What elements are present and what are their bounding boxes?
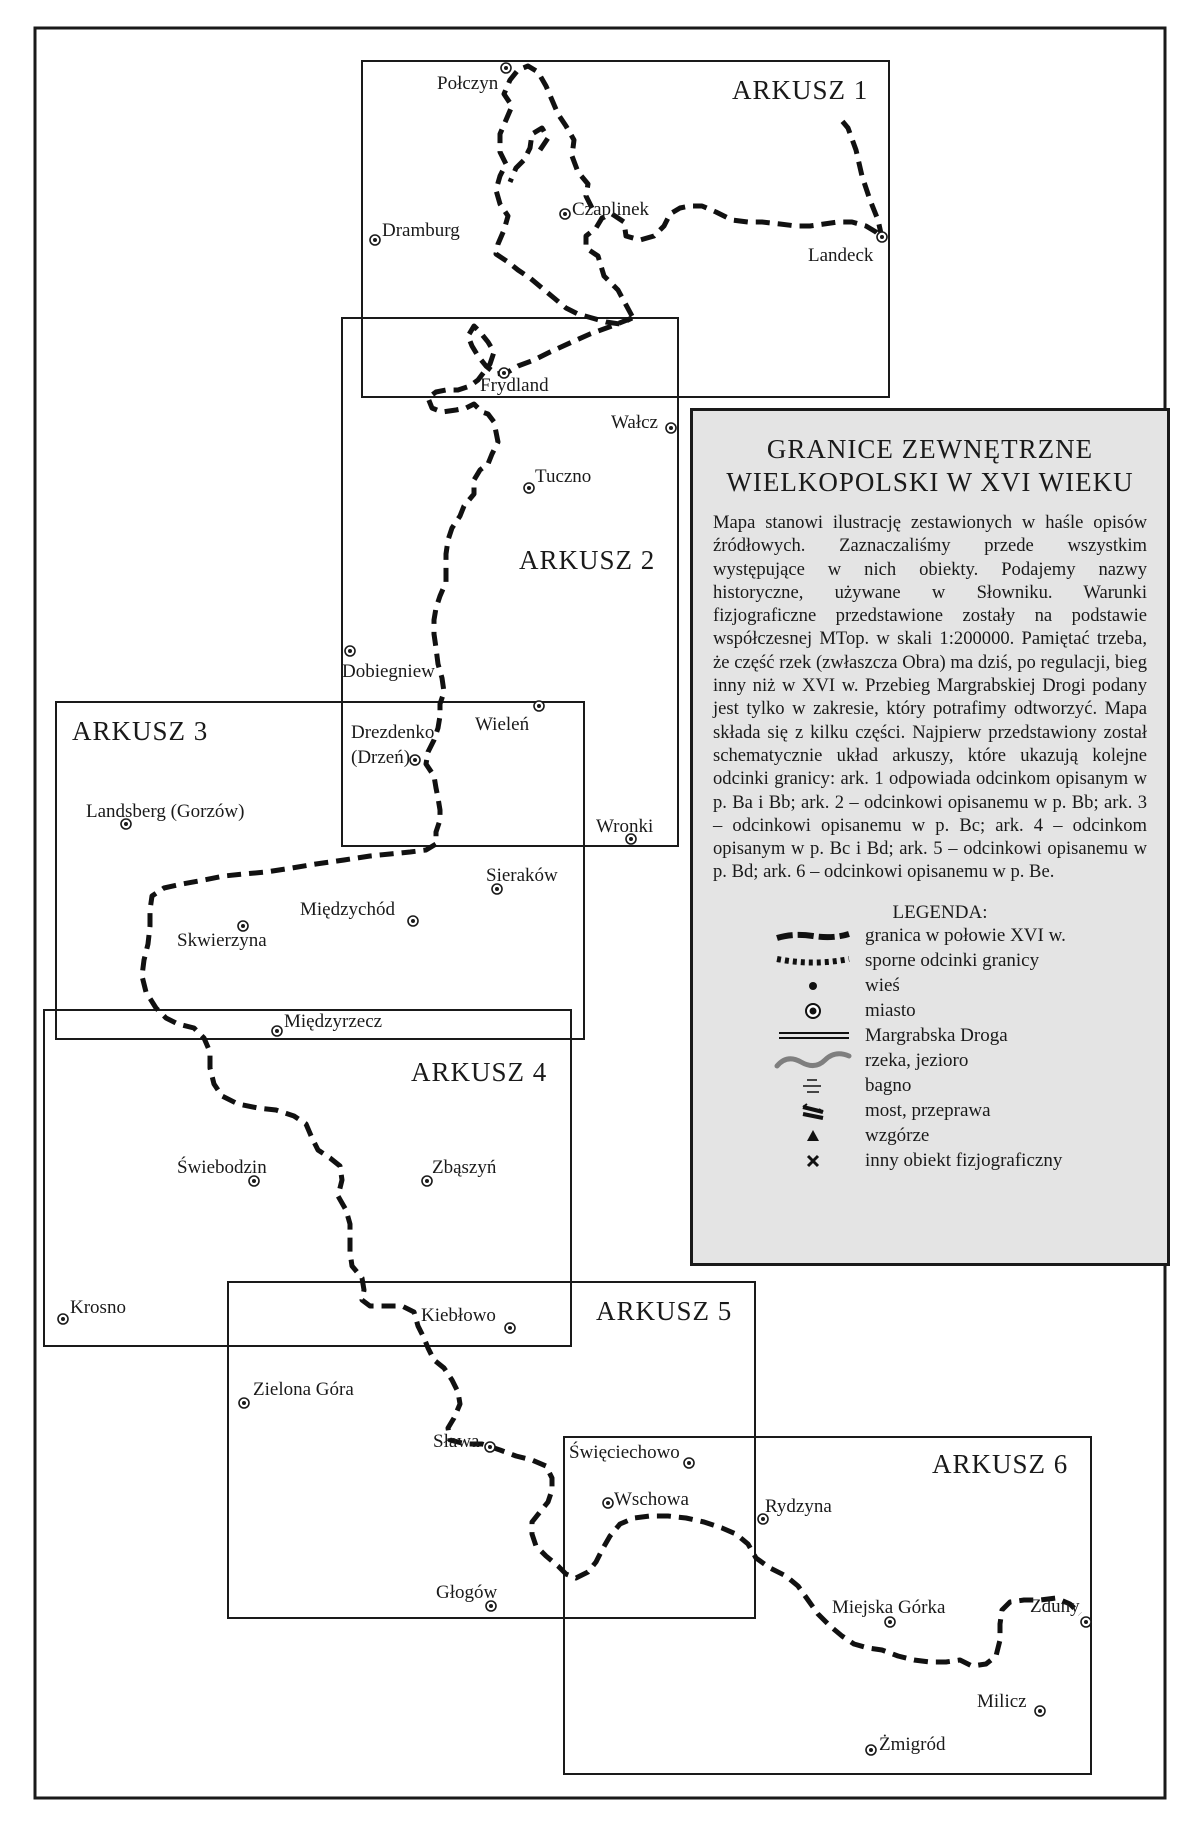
- legend-list: [693, 924, 1167, 1174]
- town-marker-tuczno: [524, 483, 534, 493]
- place-label-wronki: Wronki: [596, 816, 654, 837]
- place-label-zielona-gora: Zielona Góra: [253, 1379, 354, 1400]
- border-line-icon: [773, 925, 853, 947]
- village-dot-icon: [773, 975, 853, 997]
- swamp-icon: [773, 1075, 853, 1097]
- place-label-tuczno: Tuczno: [535, 466, 592, 487]
- sheet-label-2: ARKUSZ 2: [519, 545, 656, 575]
- place-label-miedzyrzecz: Międzyrzecz: [284, 1011, 383, 1032]
- place-label-dramburg: Dramburg: [382, 220, 460, 241]
- legend-item-town: [693, 999, 1167, 1024]
- town-marker-wschowa: [603, 1498, 613, 1508]
- town-marker-milicz: [1035, 1706, 1045, 1716]
- legend-label: inny obiekt fizjograficzny: [865, 1150, 1063, 1172]
- town-marker-zielona-gora: [239, 1398, 249, 1408]
- town-marker-walcz: [666, 423, 676, 433]
- legend-heading: LEGENDA:: [892, 901, 988, 923]
- place-label-kieblowo: Kiebłowo: [421, 1305, 496, 1326]
- legend-label: wieś: [865, 975, 900, 997]
- place-label-dobiegniew: Dobiegniew: [342, 661, 435, 682]
- legend-label: granica w połowie XVI w.: [865, 925, 1066, 947]
- place-label-drzen: (Drzeń): [351, 747, 411, 768]
- sheet-frame-6: [564, 1437, 1091, 1774]
- town-marker-landeck: [877, 232, 887, 242]
- other-object-cross-icon: [773, 1150, 853, 1172]
- town-circle-icon: [773, 1000, 853, 1022]
- town-marker-czaplinek: [560, 209, 570, 219]
- place-label-miedzychod: Międzychód: [300, 899, 395, 920]
- place-label-slawa: Sława: [433, 1431, 480, 1452]
- town-marker-slawa: [485, 1442, 495, 1452]
- place-label-wielen: Wieleń: [475, 714, 530, 735]
- town-marker-zmigrod: [866, 1745, 876, 1755]
- map-title-line-1: GRANICE ZEWNĘTRZNE: [766, 434, 1094, 464]
- town-marker-dobiegniew: [345, 646, 355, 656]
- place-label-drezdenko: Drezdenko: [351, 722, 435, 743]
- place-label-frydland: Frydland: [480, 375, 549, 396]
- place-label-landsberg: Landsberg (Gorzów): [86, 801, 245, 822]
- town-marker-krosno: [58, 1314, 68, 1324]
- river-lake-icon: [773, 1050, 853, 1072]
- sheet-label-1: ARKUSZ 1: [732, 75, 869, 105]
- place-label-zbaszyn: Zbąszyń: [432, 1157, 497, 1178]
- town-marker-zbaszyn: [422, 1176, 432, 1186]
- legend-item-bridge: [693, 1099, 1167, 1124]
- town-marker-miejska-gorka: [885, 1617, 895, 1627]
- sheet-label-6: ARKUSZ 6: [932, 1449, 1069, 1479]
- sheet-label-5: ARKUSZ 5: [596, 1296, 733, 1326]
- place-label-swieciechowo: Święciechowo: [569, 1442, 680, 1463]
- legend-label: bagno: [865, 1075, 912, 1097]
- legend-label: most, przeprawa: [865, 1100, 991, 1122]
- legend-label: miasto: [865, 1000, 916, 1022]
- map-title: [703, 433, 1157, 499]
- legend-label: sporne odcinki granicy: [865, 950, 1040, 972]
- legend-label: wzgórze: [865, 1125, 930, 1147]
- town-marker-drezdenko: [410, 755, 420, 765]
- legend-item-village: [693, 974, 1167, 999]
- town-marker-dramburg: [370, 235, 380, 245]
- legend-item-river: [693, 1049, 1167, 1074]
- map-description: Mapa stanowi ilustrację zestawionych w haśle opisów źródłowych. Zaznaczaliśmy przede wszystkim występujące w nich obiekty. Podajemy nazwy historyczne, używane w Słowniku. Warunki fizjograficzne przedstawione zostały na podstawie współczesnej MTop. w skali 1:200000. Pamiętać trzeba, że część rzek (zwłaszcza Obra) ma dziś, po regulacji, bieg inny niż w XVI w. Przebieg Margrabskiej Drogi podany jest tylko w zakresie, który potrafimy odtworzyć. Mapa składa się z kilku części. Najpierw przedstawiony został schematycznie układ arkuszy, które ukazują kolejne odcinki granicy: ark. 1 odpowiada odcinkom opisanym w p. Ba i Bb; ark. 2 – odcinkowi opisanemu w p. Bb; ark. 3 – odcinkowi opisanemu w p. Bc; ark. 4 – odcinkom opisanym w p. Bc i Bd; ark. 5 – odcinkowi opisanemu w p. Bd; ark. 6 – odcinkowi opisanemu w p. Be.: [713, 512, 1147, 883]
- town-marker-swieciechowo: [684, 1458, 694, 1468]
- town-marker-zduny: [1081, 1617, 1091, 1627]
- legend-item-road: [693, 1024, 1167, 1049]
- legend-label: Margrabska Droga: [865, 1025, 1008, 1047]
- place-label-swiebodzin: Świebodzin: [177, 1157, 267, 1178]
- legend-item-swamp: [693, 1074, 1167, 1099]
- sheet-label-4: ARKUSZ 4: [411, 1057, 548, 1087]
- town-marker-miedzyrzecz: [272, 1026, 282, 1036]
- place-label-wschowa: Wschowa: [614, 1489, 689, 1510]
- disputed-border-icon: [773, 950, 853, 972]
- legend-item-border: [693, 924, 1167, 949]
- sheet-label-3: ARKUSZ 3: [72, 716, 209, 746]
- bridge-crossing-icon: [773, 1100, 853, 1122]
- place-label-landeck: Landeck: [808, 245, 874, 266]
- town-marker-wielen: [534, 701, 544, 711]
- hill-triangle-icon: [773, 1125, 853, 1147]
- town-marker-kieblowo: [505, 1323, 515, 1333]
- place-label-glogow: Głogów: [436, 1582, 498, 1603]
- place-label-sierakow: Sieraków: [486, 865, 558, 886]
- map-title-line-2: WIELKOPOLSKI W XVI WIEKU: [726, 467, 1134, 497]
- town-marker-polczyn: [501, 63, 511, 73]
- place-label-krosno: Krosno: [70, 1297, 126, 1318]
- place-label-rydzyna: Rydzyna: [765, 1496, 832, 1517]
- legend-item-other: [693, 1149, 1167, 1174]
- place-label-zmigrod: Żmigród: [879, 1734, 946, 1755]
- place-label-walcz: Wałcz: [611, 412, 658, 433]
- place-label-miejska-gorka: Miejska Górka: [832, 1597, 946, 1618]
- place-label-skwierzyna: Skwierzyna: [177, 930, 267, 951]
- place-label-zduny: Zduny: [1030, 1596, 1080, 1617]
- legend-panel: [690, 408, 1170, 1266]
- legend-label: rzeka, jezioro: [865, 1050, 969, 1072]
- place-label-czaplinek: Czaplinek: [572, 199, 650, 220]
- town-marker-miedzychod: [408, 916, 418, 926]
- place-label-milicz: Milicz: [977, 1691, 1027, 1712]
- legend-item-disputed: [693, 949, 1167, 974]
- legend-item-hill: [693, 1124, 1167, 1149]
- place-label-polczyn: Połczyn: [437, 73, 499, 94]
- margrave-road-icon: [773, 1025, 853, 1047]
